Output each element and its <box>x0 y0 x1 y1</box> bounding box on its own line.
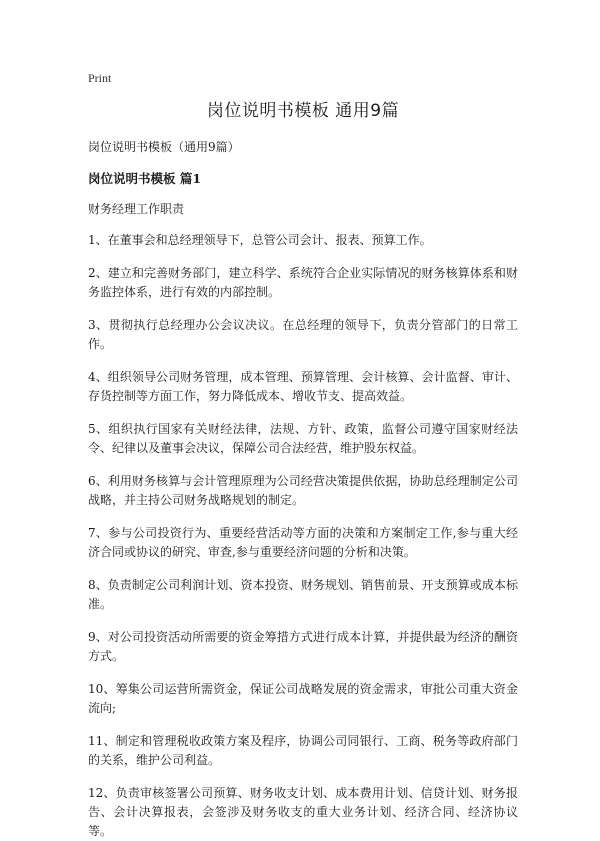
duty-item: 12、负责审核签署公司预算、财务收支计划、成本费用计划、信贷计划、财务报告、会计决算报表，会签涉及财务收支的重大业务计划、经济合同、经济协议等。 <box>88 786 518 838</box>
duty-item: 8、负责制定公司利润计划、资本投资、财务规划、销售前景、开支预算或成本标准。 <box>88 578 518 611</box>
document-title: 岗位说明书模板 通用9篇 <box>206 101 400 121</box>
duty-item: 4、组织领导公司财务管理，成本管理、预算管理、会计核算、会计监督、审计、存货控制等方面工作，努力降低成本、增收节支、提高效益。 <box>88 370 518 403</box>
duty-item: 2、建立和完善财务部门，建立科学、系统符合企业实际情况的财务核算体系和财务监控体系，进行有效的内部控制。 <box>88 266 518 299</box>
duty-item: 6、利用财务核算与会计管理原理为公司经营决策提供依据，协助总经理制定公司战略，并主持公司财务战略规划的制定。 <box>88 474 518 507</box>
duty-item: 9、对公司投资活动所需要的资金筹措方式进行成本计算，并提供最为经济的酬资方式。 <box>88 630 518 663</box>
duty-item: 11、制定和管理税收政策方案及程序，协调公司同银行、工商、税务等政府部门的关系，维护公司利益。 <box>88 734 518 767</box>
print-label[interactable]: Print <box>88 71 112 85</box>
duty-item: 3、贯彻执行总经理办公会议决议。在总经理的领导下，负责分管部门的日常工作。 <box>88 318 518 351</box>
duty-item: 7、参与公司投资行为、重要经营活动等方面的决策和方案制定工作,参与重大经济合同或协议的研究、审查,参与重要经济问题的分析和决策。 <box>88 526 518 559</box>
document-subtitle: 岗位说明书模板（通用9篇） <box>88 140 240 154</box>
section-heading: 岗位说明书模板 篇1 <box>88 171 202 186</box>
duty-item: 1、在董事会和总经理领导下，总管公司会计、报表、预算工作。 <box>88 233 432 247</box>
duty-item: 5、组织执行国家有关财经法律，法规、方针、政策，监督公司遵守国家财经法令、纪律以及董事会决议，保障公司合法经营，维护股东权益。 <box>88 422 518 455</box>
duty-list <box>88 231 518 841</box>
duty-item: 10、筹集公司运营所需资金，保证公司战略发展的资金需求，审批公司重大资金流向; <box>88 682 518 715</box>
section-intro: 财务经理工作职责 <box>88 202 185 216</box>
